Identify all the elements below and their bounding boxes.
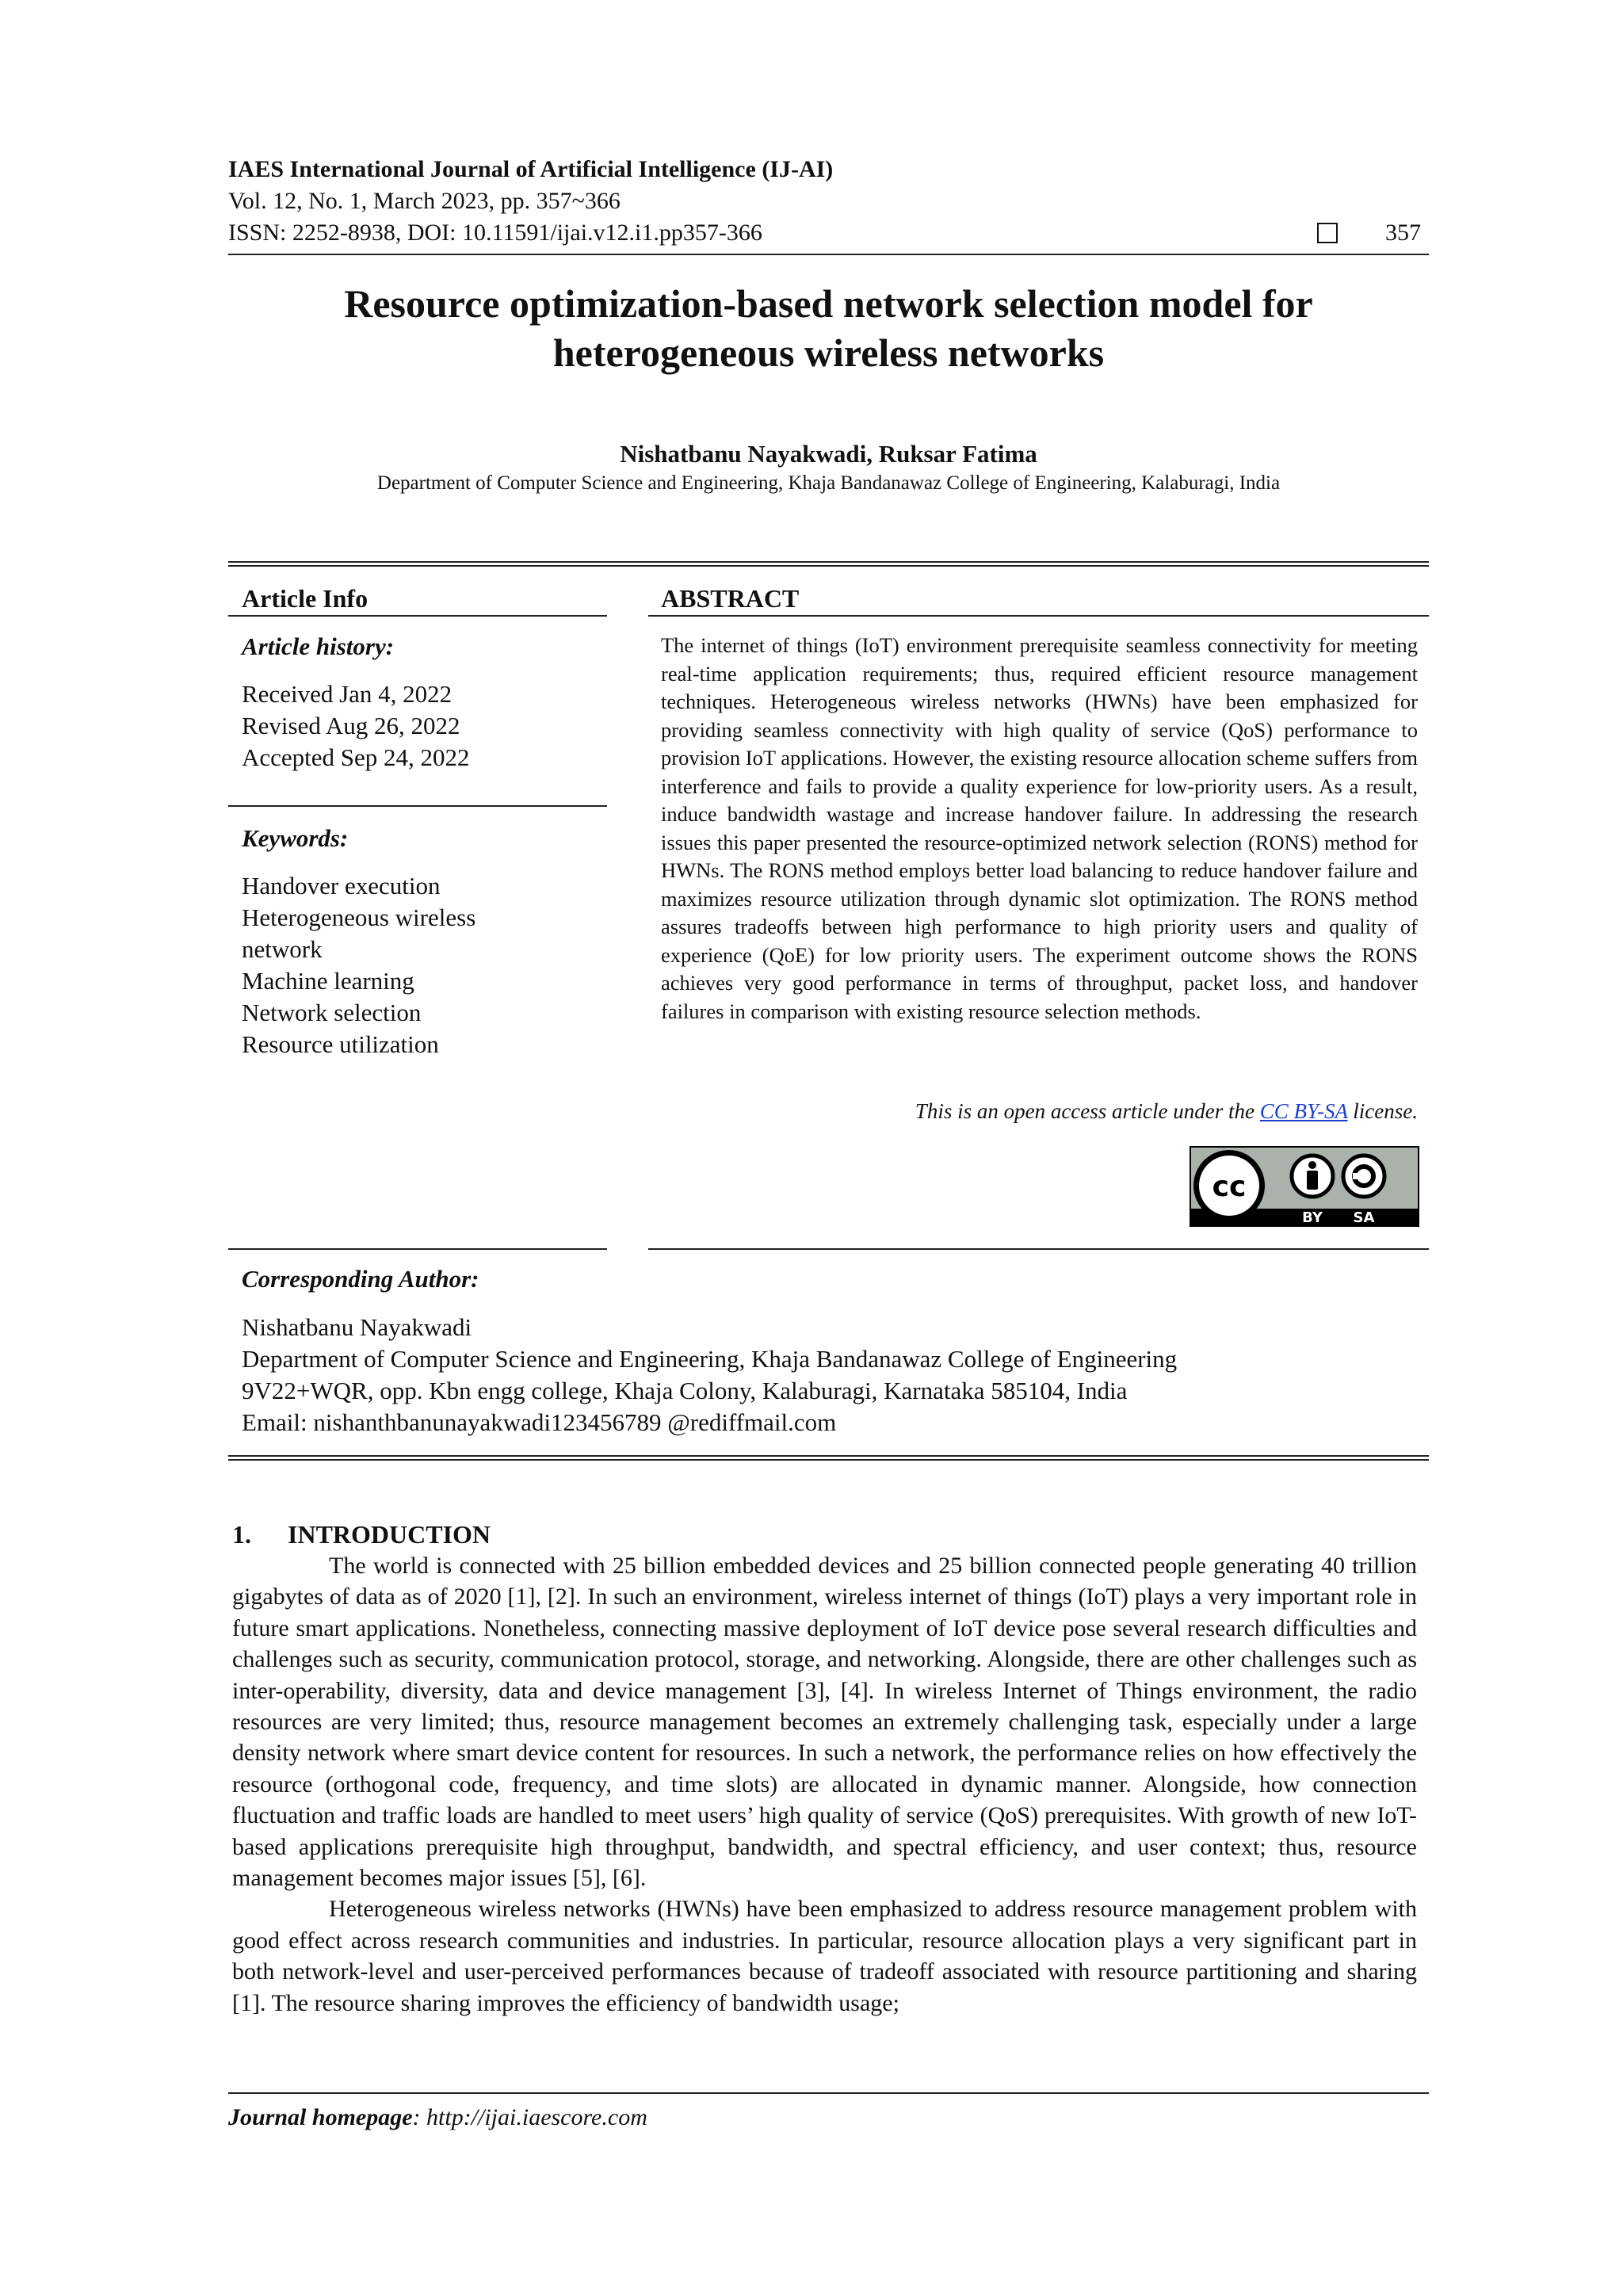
badge-by-text: BY (1302, 1209, 1323, 1226)
badge-sa-text: SA (1353, 1209, 1375, 1226)
page-number: 357 (1385, 220, 1421, 246)
authors: Nishatbanu Nayakwadi, Ruksar Fatima (620, 440, 1037, 468)
corresponding-top-rule-left (228, 1248, 607, 1250)
paper-title (228, 279, 1429, 377)
title-line-1: Resource optimization-based network selection model for (344, 281, 1313, 326)
revised-date: Revised Aug 26, 2022 (242, 712, 460, 739)
footer-url[interactable]: : http://ijai.iaescore.com (412, 2104, 647, 2130)
square-checkbox-icon (1317, 223, 1338, 243)
license-link[interactable]: CC BY-SA (1259, 1099, 1348, 1123)
infobox-top-rule-1 (228, 561, 1429, 563)
keyword-item: Machine learning (242, 967, 414, 995)
badge-cc-text: cc (1212, 1171, 1247, 1203)
corresponding-author-label: Corresponding Author: (242, 1265, 479, 1293)
article-info-heading: Article Info (242, 584, 369, 613)
received-date: Received Jan 4, 2022 (242, 680, 453, 708)
license-suffix: license. (1347, 1099, 1418, 1123)
corresponding-name: Nishatbanu Nayakwadi (242, 1313, 472, 1341)
keyword-item: network (242, 935, 323, 963)
keyword-item: Handover execution (242, 872, 441, 900)
corresponding-top-rule-right (648, 1248, 1429, 1250)
header-rule (228, 254, 1429, 255)
infobox-bottom-rule-2 (228, 1459, 1429, 1461)
keywords-label: Keywords: (242, 824, 349, 852)
keyword-item: Network selection (242, 999, 422, 1026)
article-history-label: Article history: (242, 632, 395, 660)
keyword-item: Heterogeneous wireless (242, 904, 476, 931)
intro-body (232, 1550, 1417, 2019)
footer-rule (228, 2092, 1429, 2094)
corresponding-address: 9V22+WQR, opp. Kbn engg college, Khaja Colony, Kalaburagi, Karnataka 585104, India (242, 1377, 1128, 1404)
abstract-heading: ABSTRACT (661, 584, 800, 613)
intro-heading-text: INTRODUCTION (288, 1520, 491, 1549)
accepted-date: Accepted Sep 24, 2022 (242, 743, 470, 771)
corresponding-author-block (242, 1312, 1177, 1438)
keywords-list (242, 870, 475, 1060)
journal-homepage (228, 2104, 647, 2131)
article-info-rule (228, 615, 607, 617)
journal-name: IAES International Journal of Artificial Intelligence (IJ-AI) (228, 156, 834, 182)
footer-label: Journal homepage (228, 2104, 413, 2130)
keyword-item: Resource utilization (242, 1030, 439, 1058)
intro-heading (232, 1520, 491, 1549)
abstract-rule (648, 615, 1429, 617)
abstract-text: The internet of things (IoT) environment prerequisite seamless connectivity for meeting real-time application requirements; thus, required efficient resource management techniques. Heterogeneous wireless networks (HWNs) have been emphasized for providing seamless connectivity with high quality of service (QoS) performance to provision IoT applications. However, the existing resource allocation scheme suffers from interference and fails to provide a quality experience for low-priority users. As a result, induce bandwidth wastage and increase handover failure. In addressing the research issues this paper presented the resource-optimized network selection (RONS) method for HWNs. The RONS method employs better load balancing to reduce handover failure and maximizes resource utilization through dynamic slot optimization. The RONS method assures tradeoffs between high performance to high priority users and quality of experience (QoE) for low priority users. The experiment outcome shows the RONS achieves very good performance in terms of throughput, packet loss, and handover failures in comparison with existing resource selection methods. (661, 633, 1418, 1023)
license-prefix: This is an open access article under the (915, 1099, 1260, 1123)
intro-heading-number: 1. (232, 1520, 251, 1549)
corresponding-dept: Department of Computer Science and Engineering, Khaja Bandanawaz College of Engineering (242, 1345, 1178, 1373)
issn-doi: ISSN: 2252-8938, DOI: 10.11591/ijai.v12.i1.pp357-366 (228, 220, 762, 246)
infobox-bottom-rule-1 (228, 1455, 1429, 1457)
intro-paragraph-2: Heterogeneous wireless networks (HWNs) have been emphasized to address resource management problem with good effect across research communities and industries. In particular, resource allocation plays a very significant part in both network-level and user-perceived performances because of tradeoff associated with resource partitioning and sharing [1]. The resource sharing improves the efficiency of bandwidth usage; (232, 1896, 1417, 2016)
volume-info: Vol. 12, No. 1, March 2023, pp. 357~366 (228, 188, 621, 214)
intro-paragraph-1: The world is connected with 25 billion embedded devices and 25 billion connected people generating 40 trillion gigabytes of data as of 2020 [1], [2]. In such an environment, wireless internet of things (IoT) plays a very important role in future smart applications. Nonetheless, connecting massive deployment of IoT device pose several research difficulties and challenges such as security, communication protocol, storage, and networking. Alongside, there are other challenges such as inter-operability, diversity, data and device management [3], [4]. In wireless Internet of Things environment, the radio resources are very limited; thus, resource management becomes an extremely challenging task, especially under a large density network where smart device content for resources. In such a network, the performance relies on how effectively the resource (orthogonal code, frequency, and time slots) are allocated in dynamic manner. Alongside, how connection fluctuation and traffic loads are handled to meet users’ high quality of service (QoS) prerequisites. With growth of new IoT-based applications prerequisite high throughput, bandwidth, and spectral efficiency, and user context; thus, resource management becomes major issues [5], [6]. (232, 1553, 1417, 1892)
license-line (661, 1099, 1418, 1124)
cc-by-sa-badge-icon (1190, 1146, 1419, 1227)
infobox-top-rule-2 (228, 565, 1429, 567)
corresponding-email: Email: nishanthbanunayakwadi123456789 @rediffmail.com (242, 1408, 837, 1436)
cc-by-sa-badge[interactable] (1190, 1146, 1419, 1231)
affiliation: Department of Computer Science and Engineering, Khaja Bandanawaz College of Engineering, Kalaburagi, India (376, 472, 1281, 494)
article-history (242, 678, 470, 774)
history-rule (228, 805, 607, 807)
title-line-2: heterogeneous wireless networks (552, 330, 1105, 375)
